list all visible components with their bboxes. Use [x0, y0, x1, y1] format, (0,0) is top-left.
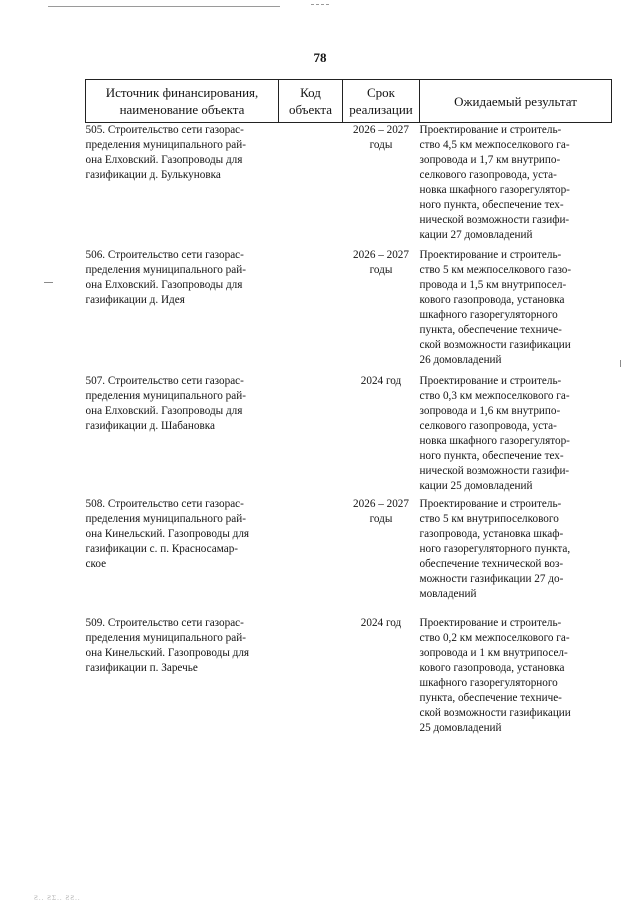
term-cell [343, 616, 420, 776]
header-term [343, 80, 420, 123]
text-line: нической возможности газифи- [419, 464, 570, 477]
text-line: пункта, обеспечение техниче- [419, 691, 562, 704]
header-code [279, 80, 343, 123]
scan-artifact-top-dash [311, 4, 329, 5]
scan-artifact-right-mark [620, 360, 621, 367]
table-row [86, 123, 612, 248]
text-line: можности газификации 27 до- [419, 572, 564, 585]
object-code-cell [279, 616, 343, 776]
header-row [86, 80, 612, 123]
scan-artifact-top-line [48, 6, 280, 7]
text-line: газификации д. Булькуновка [85, 169, 221, 181]
text-line: Код [300, 85, 321, 100]
scan-artifact-left-mark [44, 282, 53, 283]
text-line: ской возможности газификации [419, 338, 571, 351]
table-row [86, 374, 612, 497]
object-code-cell [279, 248, 343, 374]
text-line: Ожидаемый результат [454, 93, 577, 109]
text-line: 505. Строительство сети газорас- [85, 124, 244, 136]
text-line: зопровода и 1,7 км внутрипо- [419, 154, 561, 166]
text-line: шкафного газорегуляторного [419, 308, 558, 321]
object-name-cell [86, 374, 279, 497]
scan-artifact-footer: Ƨ.. ƧƩ.. ƧƧ.. [34, 894, 81, 902]
expected-result-cell [420, 616, 612, 776]
header-result [420, 80, 612, 123]
text-line: ного газорегуляторного пункта, [419, 542, 571, 555]
header-source [86, 80, 279, 123]
text-line: газопровода, установка шкаф- [419, 527, 564, 540]
text-line: селкового газопровода, уста- [419, 419, 557, 432]
text-line: 2024 год [360, 616, 402, 629]
term-cell [343, 497, 420, 616]
text-line: пределения муниципального рай- [85, 389, 246, 402]
text-line: 509. Строительство сети газорас- [85, 616, 244, 629]
term-cell [343, 374, 420, 497]
text-line: Проектирование и строитель- [419, 248, 562, 261]
object-name-cell [86, 497, 279, 616]
text-line: нической возможности газифи- [419, 214, 570, 226]
text-line: Срок [367, 85, 395, 100]
text-line: кового газопровода, установка [419, 661, 565, 674]
text-line: газификации д. Идея [85, 293, 185, 306]
object-code-cell [279, 497, 343, 616]
text-line: зопровода и 1 км внутрипосел- [419, 646, 568, 659]
text-line: ство 0,3 км межпоселкового га- [419, 389, 570, 402]
text-line: кации 25 домовладений [419, 479, 533, 492]
term-cell [343, 123, 420, 248]
text-line: 2024 год [360, 374, 402, 387]
text-line: газификации с. п. Красносамар- [85, 542, 239, 555]
text-line: реализации [349, 102, 413, 117]
text-line: Проектирование и строитель- [419, 616, 562, 629]
expected-result-cell [420, 497, 612, 616]
object-name-cell [86, 123, 279, 248]
text-line: она Кинельский. Газопроводы для [85, 646, 250, 659]
text-line: ство 5 км межпоселкового газо- [419, 263, 572, 276]
text-line: 26 домовладений [419, 353, 502, 366]
text-line: Проектирование и строитель- [419, 497, 562, 510]
text-line: 508. Строительство сети газорас- [85, 497, 244, 510]
text-line: 2026 – 2027 [353, 124, 409, 136]
text-line: шкафного газорегуляторного [419, 676, 558, 689]
text-line: она Елховский. Газопроводы для [85, 278, 243, 291]
table-header [86, 80, 612, 123]
text-line: Источник финансирования, [105, 85, 259, 100]
text-line: ного пункта, обеспечение тех- [419, 199, 564, 211]
object-name-cell [86, 616, 279, 776]
text-line: 2026 – 2027 [353, 248, 409, 261]
text-line: пределения муниципального рай- [85, 512, 246, 525]
text-line: годы [369, 512, 393, 525]
text-line: кации 27 домовладений [419, 229, 533, 241]
text-line: ство 5 км внутрипоселкового [419, 512, 559, 525]
object-name-cell [86, 248, 279, 374]
text-line: она Елховский. Газопроводы для [85, 154, 243, 166]
text-line: 506. Строительство сети газорас- [85, 248, 244, 261]
text-line: ного пункта, обеспечение тех- [419, 449, 564, 462]
text-line: годы [369, 139, 393, 151]
text-line: объекта [288, 102, 333, 117]
text-line: обеспечение технической воз- [419, 557, 564, 570]
text-line: она Кинельский. Газопроводы для [85, 527, 250, 540]
table-row [86, 497, 612, 616]
text-line: ство 4,5 км межпоселкового га- [419, 139, 570, 151]
text-line: она Елховский. Газопроводы для [85, 404, 243, 417]
object-code-cell [279, 123, 343, 248]
text-line: пределения муниципального рай- [85, 139, 246, 151]
text-line: ское [85, 557, 107, 570]
term-cell [343, 248, 420, 374]
text-line: пределения муниципального рай- [85, 263, 246, 276]
text-line: провода и 1,5 км внутрипосел- [419, 278, 567, 291]
text-line: газификации д. Шабановка [85, 419, 215, 432]
text-line: наименование объекта [119, 102, 245, 117]
expected-result-cell [420, 123, 612, 248]
expected-result-cell [420, 374, 612, 497]
text-line: 507. Строительство сети газорас- [85, 374, 244, 387]
text-line: 2026 – 2027 [353, 497, 409, 510]
text-line: годы [369, 263, 393, 276]
text-line: ство 0,2 км межпоселкового га- [419, 631, 570, 644]
object-code-cell [279, 374, 343, 497]
text-line: новка шкафного газорегулятор- [419, 184, 570, 196]
text-line: ской возможности газификации [419, 706, 571, 719]
text-line: 25 домовладений [419, 721, 502, 734]
expected-result-cell [420, 248, 612, 374]
text-line: пределения муниципального рай- [85, 631, 246, 644]
text-line: кового газопровода, установка [419, 293, 565, 306]
text-line: газификации п. Заречье [85, 661, 198, 674]
page-number: 78 [313, 50, 327, 65]
text-line: селкового газопровода, уста- [419, 169, 557, 181]
text-line: пункта, обеспечение техниче- [419, 323, 562, 336]
text-line: новка шкафного газорегулятор- [419, 434, 570, 447]
text-line: мовладений [419, 587, 477, 600]
table-row [86, 248, 612, 374]
text-line: зопровода и 1,6 км внутрипо- [419, 404, 561, 417]
text-line: Проектирование и строитель- [419, 124, 562, 136]
table-row [86, 616, 612, 776]
text-line: Проектирование и строитель- [419, 374, 562, 387]
table-body [86, 123, 612, 776]
financing-table [85, 79, 612, 776]
